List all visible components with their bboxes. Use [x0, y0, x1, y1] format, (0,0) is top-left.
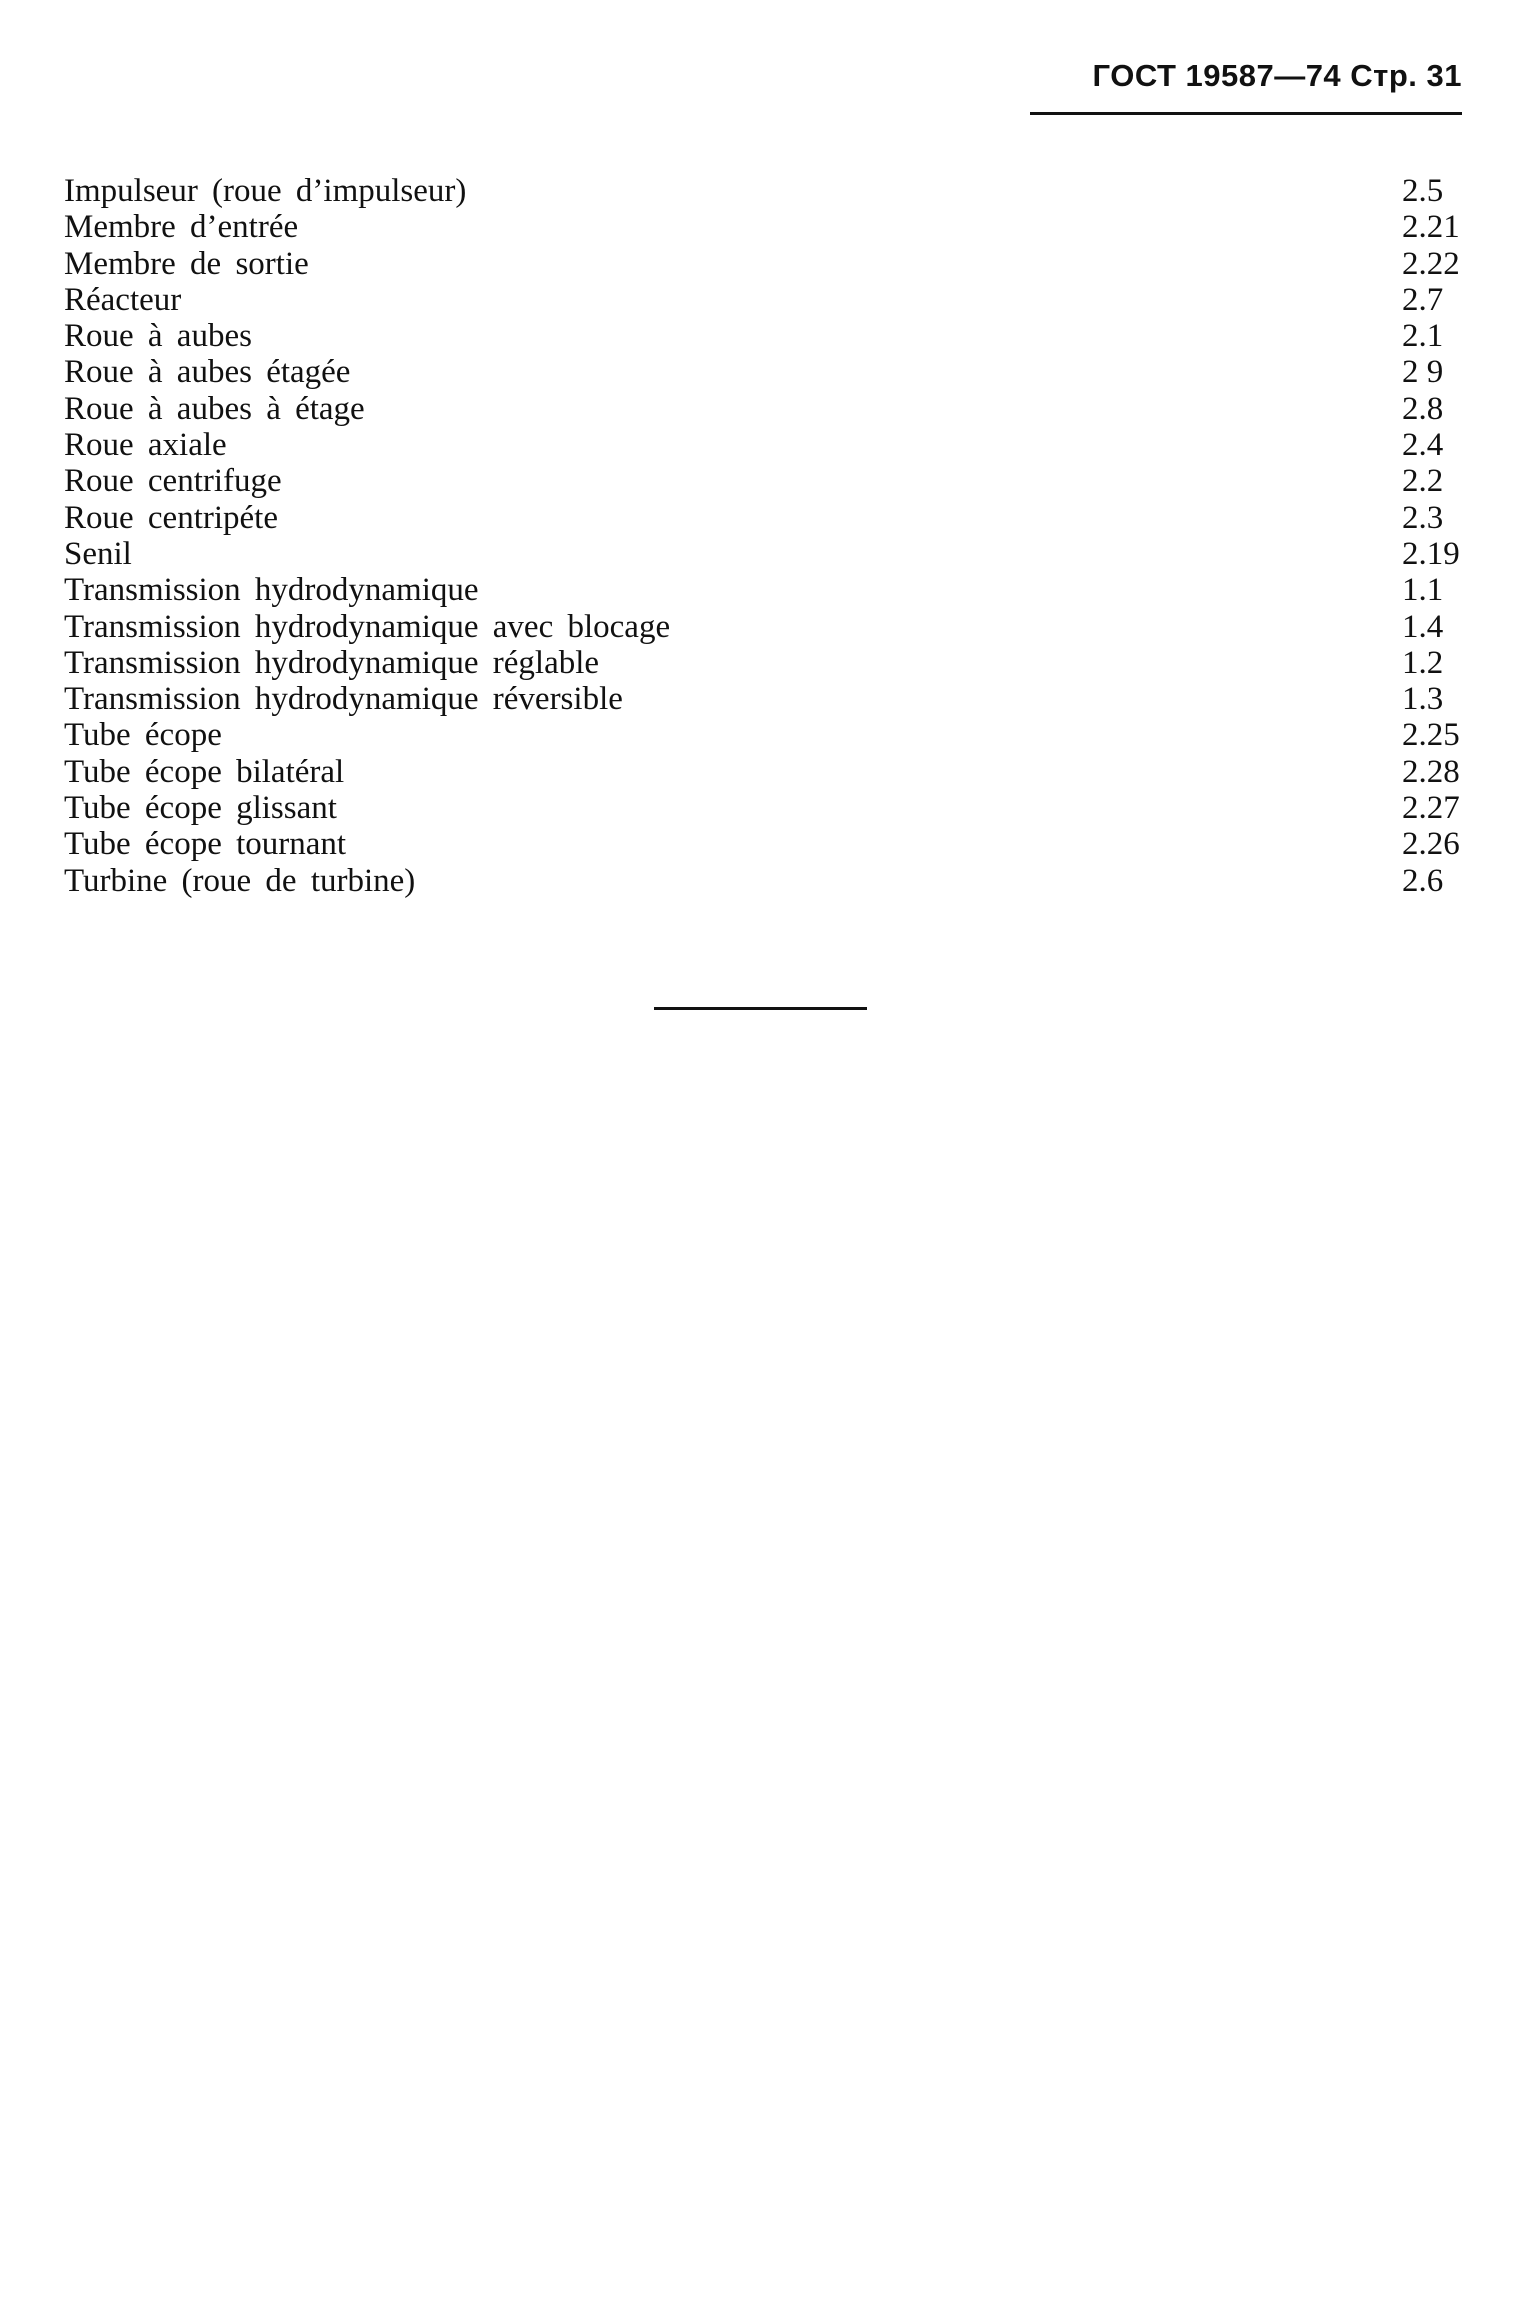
index-row: [64, 790, 1464, 826]
index-term: Turbine (roue de turbine): [64, 862, 416, 899]
index-term: Membre de sortie: [64, 245, 309, 282]
index-section-ref: 1.4: [1402, 608, 1444, 645]
index-term: Impulseur (roue d’impulseur): [64, 173, 467, 209]
index-term: Roue axiale: [64, 427, 227, 464]
index-section-ref: 2.6: [1402, 862, 1444, 899]
index-section-ref: 2.7: [1402, 281, 1444, 318]
index-row: [64, 572, 1464, 608]
index-term: Roue centrifuge: [64, 463, 282, 500]
index-row: [64, 209, 1464, 245]
index-term: Transmission hydrodynamique réglable: [64, 644, 600, 681]
index-term: Membre d’entrée: [64, 209, 299, 246]
index-row: [64, 645, 1464, 681]
index-term: Roue à aubes: [64, 318, 252, 355]
index-row: [64, 391, 1464, 427]
index-row: [64, 246, 1464, 282]
index-term: Transmission hydrodynamique: [64, 572, 479, 609]
index-term: Senil: [64, 535, 132, 572]
index-row: [64, 826, 1464, 862]
index-row: [64, 681, 1464, 717]
index-section-ref: 2.8: [1402, 390, 1444, 427]
header-rule: [1030, 112, 1462, 115]
running-head: ГОСТ 19587—74 Стр. 31: [1092, 58, 1462, 93]
index-row: [64, 536, 1464, 572]
index-section-ref: 2.22: [1402, 245, 1460, 282]
index-section-ref: 2 9: [1402, 354, 1444, 391]
index-term: Roue centripéte: [64, 499, 278, 536]
index-section-ref: 2.3: [1402, 499, 1444, 536]
index-term: Roue à aubes étagée: [64, 354, 351, 391]
index-section-ref: 2.26: [1402, 826, 1460, 863]
index-term: Réacteur: [64, 281, 182, 318]
index-term: Transmission hydrodynamique réversible: [64, 681, 623, 718]
term-index-list: [64, 173, 1464, 899]
index-row: [64, 609, 1464, 645]
index-section-ref: 1.2: [1402, 644, 1444, 681]
index-row: [64, 463, 1464, 499]
index-row: [64, 500, 1464, 536]
index-term: Tube écope bilatéral: [64, 753, 345, 790]
index-term: Tube écope: [64, 717, 222, 754]
index-section-ref: 2.2: [1402, 463, 1444, 500]
index-section-ref: 2.4: [1402, 427, 1444, 464]
index-section-ref: 1.3: [1402, 681, 1444, 718]
index-row: [64, 282, 1464, 318]
index-term: Transmission hydrodynamique avec blocage: [64, 608, 671, 645]
index-row: [64, 173, 1464, 209]
index-section-ref: 1.1: [1402, 572, 1444, 609]
index-section-ref: 2.28: [1402, 753, 1460, 790]
index-row: [64, 863, 1464, 899]
index-section-ref: 2.27: [1402, 790, 1460, 827]
end-rule: [654, 1007, 867, 1010]
index-row: [64, 354, 1464, 390]
index-row: [64, 427, 1464, 463]
index-row: [64, 717, 1464, 753]
index-term: Roue à aubes à étage: [64, 390, 365, 427]
index-row: [64, 318, 1464, 354]
index-section-ref: 2.19: [1402, 535, 1460, 572]
index-term: Tube écope glissant: [64, 790, 337, 827]
index-section-ref: 2.21: [1402, 209, 1460, 246]
index-section-ref: 2.25: [1402, 717, 1460, 754]
index-term: Tube écope tournant: [64, 826, 347, 863]
index-section-ref: 2.1: [1402, 318, 1444, 355]
index-section-ref: 2.5: [1402, 173, 1444, 209]
index-row: [64, 754, 1464, 790]
